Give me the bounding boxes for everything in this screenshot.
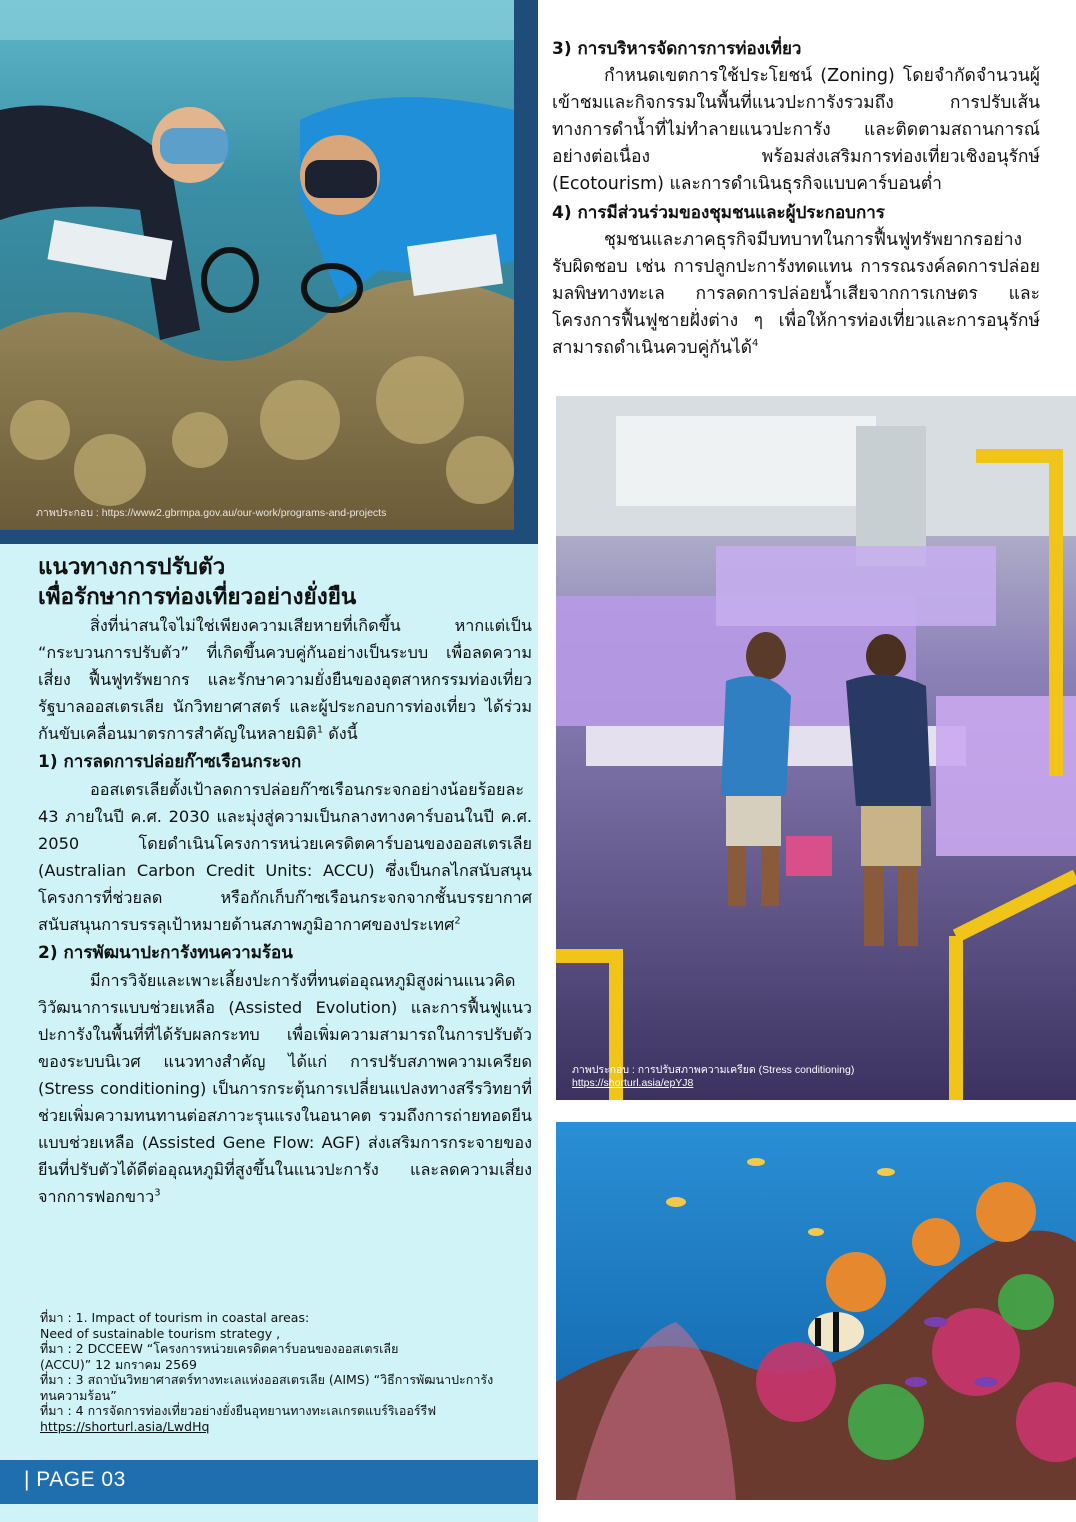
lab-photo-caption	[572, 1064, 854, 1090]
references	[40, 1310, 530, 1434]
footnote-ref-4: 4	[752, 338, 759, 350]
footnote-ref-3: 3	[154, 1187, 161, 1199]
page-number: | PAGE 03	[24, 1468, 126, 1491]
paragraph-community-participation	[552, 227, 1040, 362]
section-title-line-2: เพื่อรักษาการท่องเที่ยวอย่างยั่งยืน	[38, 584, 357, 610]
paragraph-tourism-management: กำหนดเขตการใช้ประโยชน์ (Zoning) โดยจำกัดจำนวนผู้เข้าชมและกิจกรรมในพื้นที่แนวปะการังรวมถึง การปรับเส้นทางการดำน้ำที่ไม่ทำลายแนวปะการัง และติดตามสถานการณ์อย่างต่อเนื่อง พร้อมส่งเสริมการท่องเที่ยวเชิงอนุรักษ์ (Ecotourism) และการดำเนินธุรกิจแบบคาร์บอนต่ำ	[552, 66, 1040, 194]
footnote-ref-1: 1	[316, 724, 324, 736]
intro-paragraph	[38, 612, 532, 747]
intro-text: สิ่งที่น่าสนใจไม่ใช่เพียงความเสียหายที่เกิดขึ้น หากแต่เป็น “กระบวนการปรับตัว” ที่เกิดขึ้นควบคู่กันอย่างเป็นระบบ เพื่อลดความเสี่ยง ฟื้นฟูทรัพยากร และรักษาความยั่งยืนของอุตสาหกรรมท่องเที่ยว รัฐบาลออสเตรเลีย นักวิทยาศาสตร์ และผู้ประกอบการท่องเที่ยว ได้ร่วมกันขับเคลื่อนมาตรการสำคัญในหลายมิติ	[38, 616, 532, 743]
ref-1-line-1: ที่มา : 1. Impact of tourism in coastal areas:	[40, 1310, 310, 1325]
heat-coral-text: มีการวิจัยและเพาะเลี้ยงปะการังที่ทนต่ออุณหภูมิสูงผ่านแนวคิดวิวัฒนาการแบบช่วยเหลือ (Assisted Evolution) และการฟื้นฟูแนวปะการังในพื้นที่ที่ได้รับผลกระทบ เพื่อเพิ่มความสามารถในการปรับตัวของระบบนิเวศ แนวทางสำคัญ ได้แก่ การปรับสภาพความเครียด (Stress conditioning) เป็นการกระตุ้นการเปลี่ยนแปลงทางสรีรวิทยาที่ช่วยเพิ่มความทนทานต่อสภาวะรุนแรงในอนาคต รวมถึงการถ่ายทอดยีนแบบช่วยเหลือ (Assisted Gene Flow: AGF) ส่งเสริมการกระจายของยีนที่ปรับตัวได้ดีต่ออุณหภูมิที่สูงขึ้นในแนวปะการัง และลดความเสี่ยงจากการฟอกขาว	[38, 971, 532, 1206]
right-column-text	[552, 34, 1040, 362]
snorkel-photo-caption: ภาพประกอบ : https://www2.gbrmpa.gov.au/our-work/programs-and-projects	[36, 507, 387, 519]
section-title-line-1: แนวทางการปรับตัว	[38, 554, 226, 580]
ref-2-line-1: ที่มา : 2 DCCEEW “โครงการหน่วยเครดิตคาร์บอนของออสเตรเลีย	[40, 1341, 399, 1356]
photo-frame-right	[514, 0, 538, 544]
coral-lab-photo	[556, 396, 1076, 1100]
ref-1-line-2: Need of sustainable tourism strategy ,	[40, 1325, 281, 1341]
coral-reef-photo	[556, 1122, 1076, 1500]
ref-3-line-2: ทนความร้อน”	[40, 1387, 117, 1403]
heading-heat-tolerant-coral: 2) การพัฒนาปะการังทนความร้อน	[38, 943, 293, 963]
ref-3-line-1: ที่มา : 3 สถาบันวิทยาศาสตร์ทางทะเลแห่งออสเตรเลีย (AIMS) “วิธีการพัฒนาปะการัง	[40, 1372, 494, 1387]
snorkel-survey-photo	[0, 0, 514, 530]
lab-caption-link[interactable]: https://shorturl.asia/epYJ8	[572, 1077, 694, 1089]
ref-2-line-2: (ACCU)” 12 มกราคม 2569	[40, 1356, 197, 1372]
lab-caption-text: ภาพประกอบ : การปรับสภาพความเครียด (Stress conditioning)	[572, 1064, 855, 1076]
photo-frame-bottom	[0, 530, 538, 544]
heading-community-participation: 4) การมีส่วนร่วมของชุมชนและผู้ประกอบการ	[552, 203, 885, 223]
ghg-text: ออสเตรเลียตั้งเป้าลดการปล่อยก๊าซเรือนกระจกอย่างน้อยร้อยละ 43 ภายในปี ค.ศ. 2030 และมุ่งสู่ความเป็นกลางทางคาร์บอนในปี ค.ศ. 2050 โดยดำเนินโครงการหน่วยเครดิตคาร์บอนของออสเตรเลีย (Australian Carbon Credit Units: ACCU) ซึ่งเป็นกลไกสนับสนุนโครงการที่ช่วยลด หรือกักเก็บก๊าซเรือนกระจกจากชั้นบรรยากาศ สนับสนุนการบรรลุเป้าหมายด้านสภาพภูมิอากาศของประเทศ	[38, 780, 532, 934]
heading-ghg-reduction: 1) การลดการปล่อยก๊าซเรือนกระจก	[38, 752, 302, 772]
ref-4-link[interactable]: https://shorturl.asia/LwdHq	[40, 1418, 210, 1434]
left-column-text	[38, 552, 532, 1210]
footnote-ref-2: 2	[454, 915, 461, 927]
paragraph-community-text: ชุมชนและภาคธุรกิจมีบทบาทในการฟื้นฟูทรัพยากรอย่างรับผิดชอบ เช่น การปลูกปะการังทดแทน การรณรงค์ลดการปล่อยมลพิษทางทะเล การลดการปล่อยน้ำเสียจากการเกษตร และโครงการฟื้นฟูชายฝั่งต่าง ๆ เพื่อให้การท่องเที่ยวและการอนุรักษ์สามารถดำเนินควบคู่กันได้	[552, 230, 1040, 358]
intro-tail: ดังนี้	[323, 724, 358, 743]
paragraph-ghg-reduction	[38, 776, 532, 938]
ref-4-line-1: ที่มา : 4 การจัดการท่องเที่ยวอย่างยั่งยืนอุทยานทางทะเลเกรตแบร์ริเออร์รีฟ	[40, 1403, 437, 1418]
paragraph-heat-tolerant-coral	[38, 967, 532, 1210]
heading-tourism-management: 3) การบริหารจัดการการท่องเที่ยว	[552, 39, 802, 59]
